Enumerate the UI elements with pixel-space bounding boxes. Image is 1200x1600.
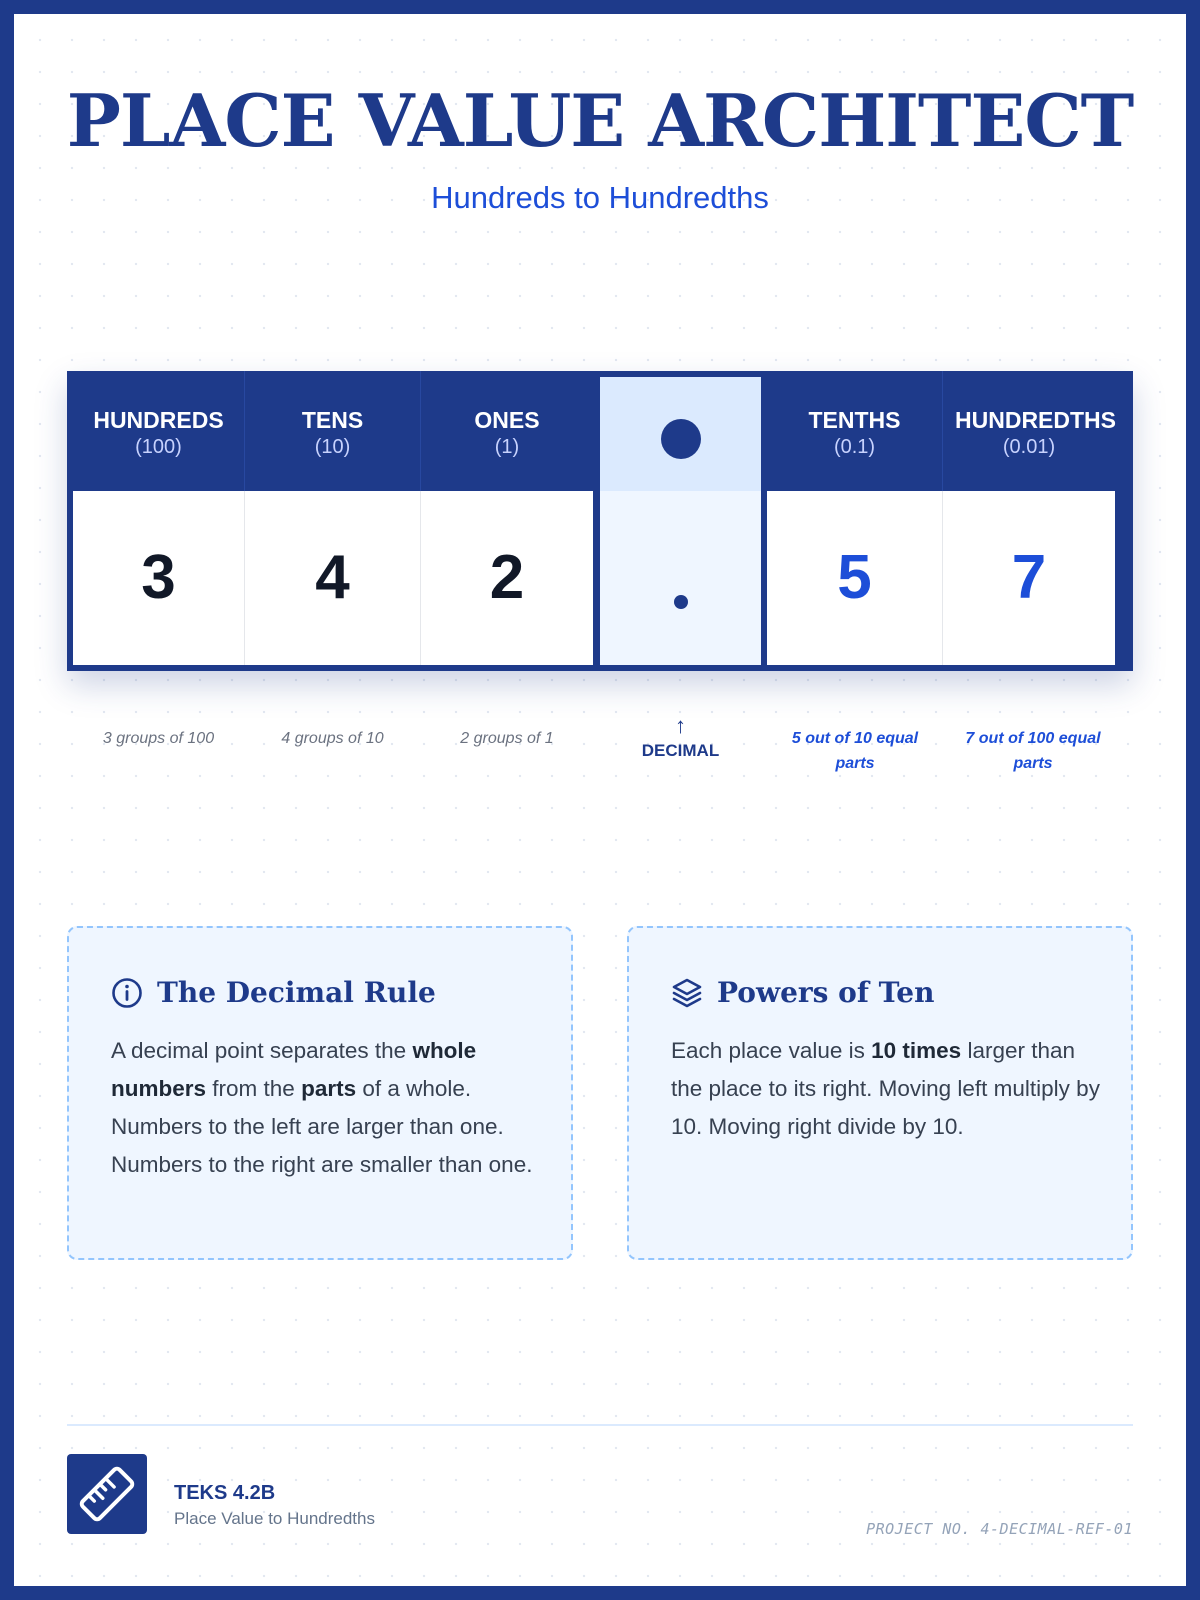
column-value: (0.01) bbox=[1002, 436, 1056, 458]
column-header-tenths bbox=[767, 371, 942, 491]
body-text: Each place value is bbox=[671, 1038, 872, 1063]
place-value-chart bbox=[67, 371, 1133, 671]
column-name: ONES bbox=[474, 407, 540, 433]
caption-hundreds: 3 groups of 100 bbox=[102, 730, 215, 747]
digit-cell-hundreds: 3 bbox=[73, 491, 244, 665]
caption-ones: 2 groups of 1 bbox=[460, 730, 554, 747]
decimal-point-cell bbox=[600, 491, 761, 665]
column-ones bbox=[421, 371, 593, 671]
caption-tens: 4 groups of 10 bbox=[281, 730, 384, 747]
column-header-ones bbox=[421, 371, 593, 491]
column-header-decimal bbox=[600, 377, 761, 491]
column-value: (100) bbox=[135, 436, 182, 458]
caption-decimal bbox=[600, 714, 761, 763]
digit-cell-hundredths: 7 bbox=[943, 491, 1115, 665]
card-title: The Decimal Rule bbox=[157, 976, 436, 1009]
column-hundredths bbox=[943, 371, 1127, 671]
body-text: from the bbox=[206, 1076, 302, 1101]
column-tens bbox=[245, 371, 420, 671]
ruler-icon bbox=[67, 1454, 147, 1534]
page-subtitle: Hundreds to Hundredths bbox=[431, 180, 769, 215]
column-value: (1) bbox=[494, 436, 520, 458]
decimal-label: DECIMAL bbox=[641, 741, 720, 760]
layers-icon bbox=[671, 977, 703, 1009]
column-value: (0.1) bbox=[833, 436, 876, 458]
card-decimal-rule bbox=[67, 926, 573, 1260]
decimal-dot-icon bbox=[661, 419, 701, 459]
teks-code: TEKS 4.2B bbox=[174, 1482, 276, 1504]
info-icon bbox=[111, 977, 143, 1009]
body-text: A decimal point separates the bbox=[111, 1038, 413, 1063]
column-name: HUNDREDTHS bbox=[955, 407, 1116, 433]
column-header-tens bbox=[245, 371, 420, 491]
column-name: HUNDREDS bbox=[93, 407, 224, 433]
column-value: (10) bbox=[314, 436, 351, 458]
place-value-captions bbox=[67, 714, 1133, 794]
column-header-hundredths bbox=[943, 371, 1127, 491]
caption-tenths: 5 out of 10 equal parts bbox=[791, 730, 919, 772]
emphasis-text: whole numbers bbox=[111, 1038, 477, 1101]
column-hundreds bbox=[73, 371, 244, 671]
teks-description: Place Value to Hundredths bbox=[174, 1509, 375, 1528]
arrow-up-icon: ↑ bbox=[675, 713, 686, 738]
column-decimal bbox=[600, 371, 761, 671]
poster-page bbox=[14, 14, 1186, 1586]
column-header-hundreds bbox=[73, 371, 244, 491]
emphasis-text: parts bbox=[301, 1076, 357, 1101]
digit-cell-tens: 4 bbox=[245, 491, 420, 665]
card-body bbox=[111, 1032, 541, 1184]
page-title: PLACE VALUE ARCHITECT bbox=[66, 78, 1134, 163]
card-body bbox=[671, 1032, 1101, 1146]
card-powers-of-ten bbox=[627, 926, 1133, 1260]
column-name: TENS bbox=[301, 407, 364, 433]
column-tenths bbox=[767, 371, 942, 671]
decimal-point-icon bbox=[674, 595, 688, 609]
body-text: larger than the place to its right. Moving left multiply by 10. Moving right divide by 10. bbox=[671, 1038, 1100, 1139]
column-name: TENTHS bbox=[808, 407, 901, 433]
body-text: of a whole. Numbers to the left are larger than one. Numbers to the right are smaller than one. bbox=[111, 1076, 533, 1177]
digit-cell-tenths: 5 bbox=[767, 491, 942, 665]
footer-divider bbox=[67, 1424, 1133, 1426]
digit-cell-ones: 2 bbox=[421, 491, 593, 665]
emphasis-text: 10 times bbox=[871, 1038, 962, 1063]
caption-hundredths: 7 out of 100 equal parts bbox=[965, 730, 1101, 772]
card-title: Powers of Ten bbox=[717, 976, 935, 1009]
footer-badge bbox=[67, 1454, 147, 1534]
project-number: PROJECT NO. 4-DECIMAL-REF-01 bbox=[866, 1520, 1133, 1538]
